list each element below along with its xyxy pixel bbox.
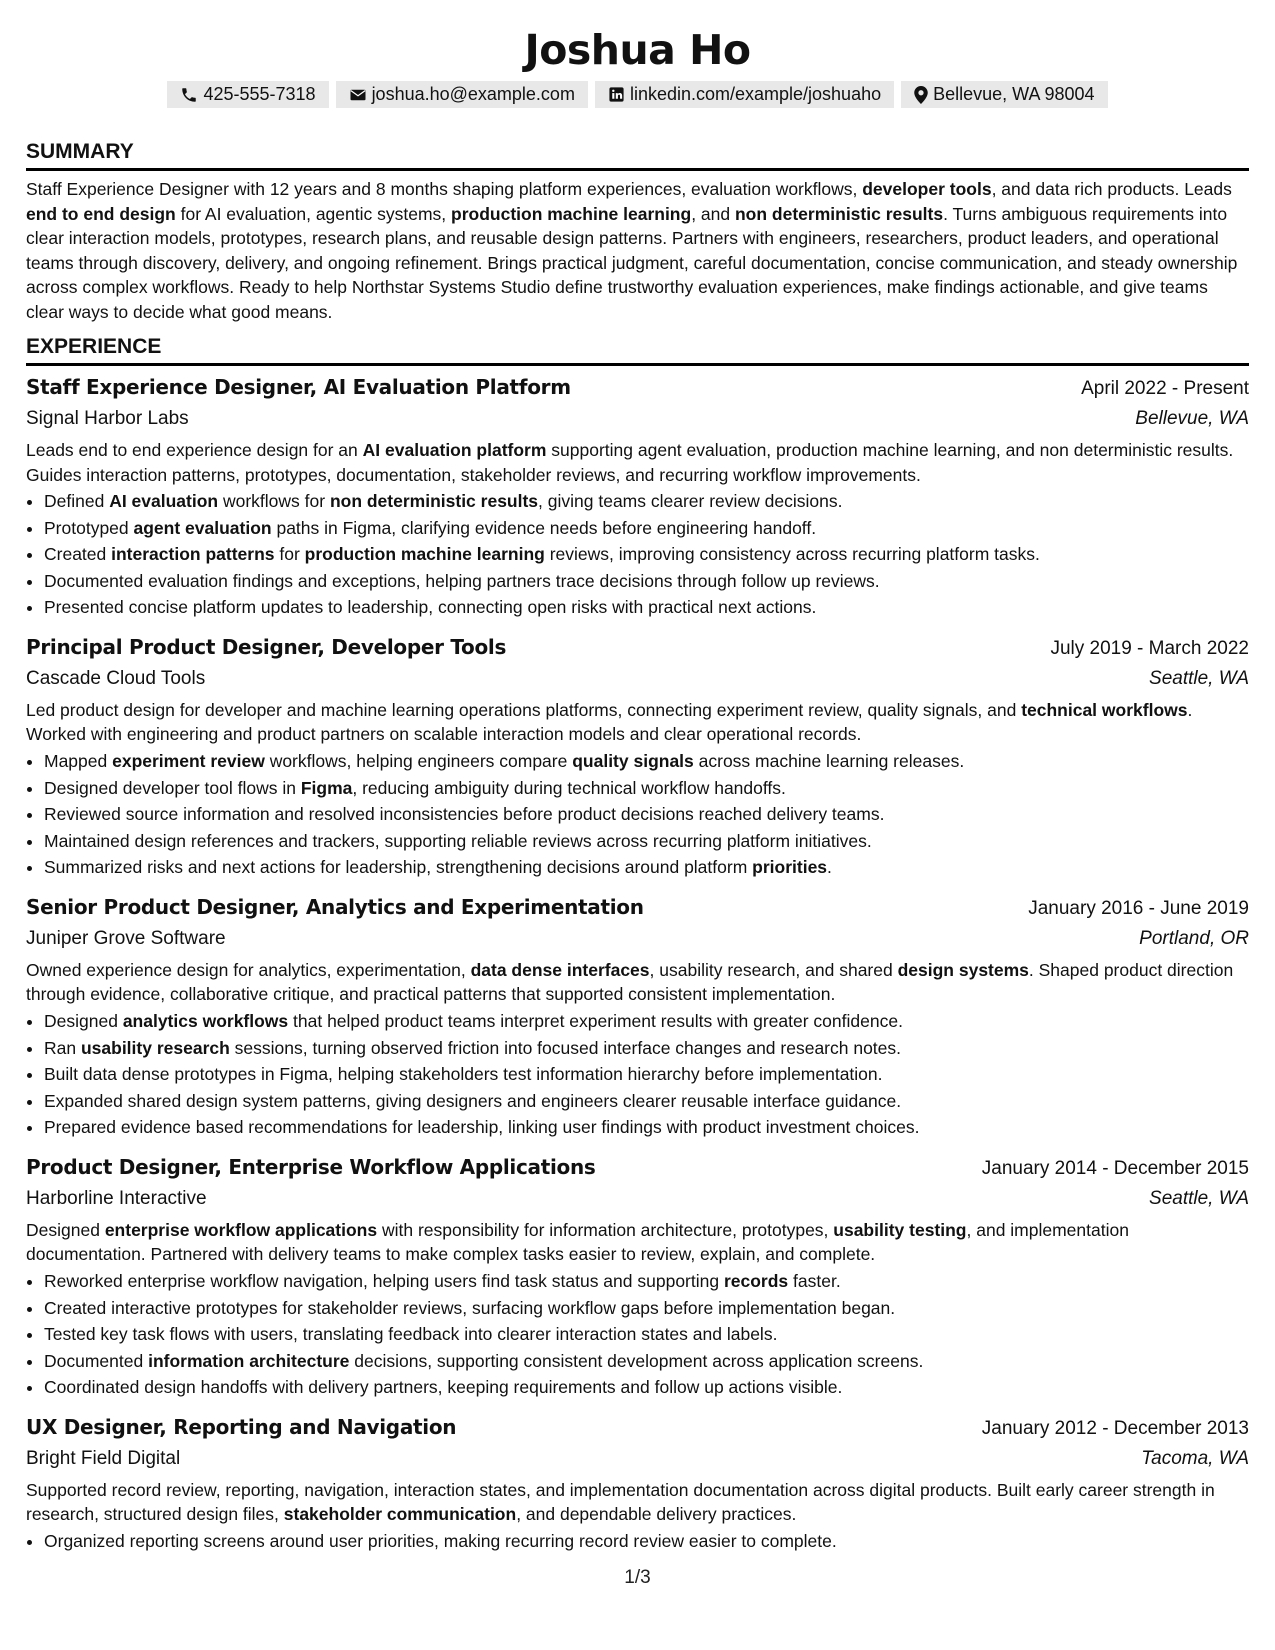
bullet-item: [44, 1114, 1249, 1141]
job-summary-text: . Shaped product direction through evidence, collaborative critique, and practical patterns that supported consistent implementation.: [26, 959, 1234, 1005]
bullet-emphasis: priorities: [752, 857, 828, 878]
company-name: Signal Harbor Labs: [26, 408, 189, 429]
bullet-text: Designed developer tool flows in: [44, 777, 301, 798]
job-location: Seattle, WA: [1149, 667, 1249, 689]
job-bullets: [26, 1008, 1249, 1141]
contact-linkedin[interactable]: [595, 81, 894, 108]
bullet-text: Prototyped: [44, 517, 134, 538]
bullet-emphasis: quality signals: [572, 750, 694, 771]
bullet-text: for: [274, 544, 305, 565]
job-company-row: [26, 924, 1249, 954]
bullet-text: Coordinated design handoffs with delivery partners, keeping requirements and follow up actions visible.: [44, 1377, 843, 1398]
bullet-item: [44, 1321, 1249, 1348]
job-header-row: [26, 1412, 1249, 1444]
summary-text: for AI evaluation, agentic systems,: [175, 203, 452, 224]
bullet-item: [44, 1295, 1249, 1322]
phone-icon: [180, 86, 198, 104]
linkedin-icon: [608, 86, 625, 103]
job-summary-emphasis: technical workflows: [1021, 699, 1188, 720]
contact-bar: [0, 81, 1275, 108]
candidate-name: Joshua Ho: [524, 26, 751, 74]
job-entry: [26, 1152, 1249, 1401]
job-bullets: [26, 488, 1249, 621]
job-entry: [26, 372, 1249, 621]
bullet-emphasis: AI evaluation: [109, 491, 219, 511]
bullet-item: [44, 1528, 1249, 1555]
phone-text: 425-555-7318: [203, 84, 316, 104]
job-dates: January 2014 - December 2015: [981, 1157, 1249, 1179]
job-title: Staff Experience Designer, AI Evaluation Platform: [26, 375, 571, 399]
company-name: Harborline Interactive: [26, 1187, 207, 1209]
job-location: Portland, OR: [1139, 927, 1249, 949]
bullet-text: across machine learning releases.: [693, 750, 965, 771]
job-dates: April 2022 - Present: [1081, 378, 1249, 399]
summary-text: , and: [691, 203, 735, 224]
bullet-item: [44, 1374, 1249, 1401]
bullet-emphasis: production machine learning: [304, 544, 545, 565]
job-summary-text: , and dependable delivery practices.: [516, 1504, 797, 1525]
bullet-item: [44, 1008, 1249, 1035]
bullet-text: faster.: [788, 1270, 841, 1291]
job-location: Tacoma, WA: [1141, 1447, 1249, 1469]
bullet-emphasis: records: [723, 1270, 789, 1291]
bullet-item: [44, 1348, 1249, 1375]
bullet-emphasis: interaction patterns: [111, 544, 275, 565]
bullet-emphasis: information architecture: [148, 1350, 350, 1371]
job-summary-text: Leads end to end experience design for an: [26, 440, 363, 460]
job-summary-text: Designed: [26, 1219, 105, 1240]
bullet-text: Expanded shared design system patterns, giving designers and engineers clearer reusable interface guidance.: [44, 1090, 902, 1111]
job-summary-emphasis: AI evaluation platform: [362, 440, 547, 460]
bullet-text: Prepared evidence based recommendations for leadership, linking user findings with product investment choices.: [44, 1117, 920, 1138]
job-dates: January 2012 - December 2013: [981, 1417, 1249, 1439]
bullet-text: .: [827, 857, 832, 878]
job-summary-emphasis: enterprise workflow applications: [104, 1219, 378, 1240]
job-summary: [26, 958, 1249, 1007]
bullet-text: Mapped: [44, 750, 113, 771]
bullet-text: Documented evaluation findings and exceptions, helping partners trace decisions through follow up reviews.: [44, 570, 880, 591]
summary-text: [26, 177, 1249, 324]
job-summary: [26, 1478, 1249, 1527]
bullet-text: workflows, helping engineers compare: [264, 750, 573, 771]
bullet-text: Created: [44, 544, 112, 565]
bullet-emphasis: non deterministic results: [329, 491, 539, 511]
bullet-item: [44, 568, 1249, 595]
job-header-row: [26, 372, 1249, 404]
bullet-text: paths in Figma, clarifying evidence needs before engineering handoff.: [271, 517, 817, 538]
linkedin-text: linkedin.com/example/joshuaho: [629, 84, 882, 104]
bullet-item: [44, 1035, 1249, 1062]
job-entry: [26, 892, 1249, 1141]
job-summary: [26, 1218, 1249, 1267]
bullet-text: that helped product teams interpret experiment results with greater confidence.: [288, 1010, 903, 1031]
job-title: Principal Product Designer, Developer Tools: [26, 634, 507, 659]
bullet-emphasis: analytics workflows: [122, 1010, 289, 1031]
contact-email[interactable]: [336, 81, 588, 108]
job-summary-emphasis: stakeholder communication: [283, 1504, 517, 1525]
bullet-text: Built data dense prototypes in Figma, helping stakeholders test information hierarchy before implementation.: [44, 1064, 883, 1085]
bullet-text: Organized reporting screens around user priorities, making recurring record review easier to complete.: [44, 1530, 837, 1551]
job-summary-text: , and implementation documentation. Partnered with delivery teams to make complex tasks easier to review, explain, and complete.: [26, 1219, 1129, 1265]
job-entry: [26, 1412, 1249, 1555]
bullet-text: reviews, improving consistency across recurring platform tasks.: [544, 544, 1040, 565]
bullet-text: , giving teams clearer review decisions.: [538, 491, 843, 511]
page-number: 1/3: [624, 1567, 651, 1588]
bullet-emphasis: Figma: [300, 777, 353, 798]
job-entry: [26, 632, 1249, 881]
job-summary-text: with responsibility for information architecture, prototypes,: [377, 1219, 834, 1240]
bullet-text: Designed: [44, 1010, 123, 1031]
company-name: Cascade Cloud Tools: [26, 667, 206, 689]
job-header-row: [26, 632, 1249, 664]
job-summary-text: Supported record review, reporting, navigation, interaction states, and implementation documentation across digital products. Built early career strength in research, structured design files,: [26, 1479, 1215, 1525]
bullet-text: , reducing ambiguity during technical workflow handoffs.: [352, 777, 786, 798]
bullet-text: Reworked enterprise workflow navigation, helping users find task status and supporting: [44, 1270, 724, 1291]
summary-emphasis: production machine learning: [451, 203, 692, 224]
summary-text: , and data rich products. Leads: [991, 179, 1232, 199]
bullet-item: [44, 488, 1249, 515]
location-text: Bellevue, WA 98004: [933, 84, 1095, 104]
job-title: UX Designer, Reporting and Navigation: [26, 1414, 457, 1439]
bullet-text: Created interactive prototypes for stakeholder reviews, surfacing workflow gaps before implementation began.: [44, 1297, 896, 1318]
bullet-text: decisions, supporting consistent development across application screens.: [349, 1350, 924, 1371]
job-summary-text: . Worked with engineering and product partners on scalable interaction models and clear operational records.: [26, 699, 1193, 745]
bullet-item: [44, 541, 1249, 568]
bullet-item: [44, 748, 1249, 775]
job-header-row: [26, 1152, 1249, 1184]
job-summary-emphasis: data dense interfaces: [470, 959, 650, 980]
job-dates: July 2019 - March 2022: [1050, 637, 1249, 659]
job-title: Senior Product Designer, Analytics and Experimentation: [26, 894, 644, 919]
bullet-item: [44, 1088, 1249, 1115]
experience-heading: EXPERIENCE: [26, 334, 1249, 366]
job-header-row: [26, 892, 1249, 924]
job-dates: January 2016 - June 2019: [1028, 897, 1249, 919]
bullet-emphasis: agent evaluation: [133, 517, 272, 538]
summary-emphasis: non deterministic results: [734, 203, 944, 224]
bullet-text: Documented: [44, 1350, 149, 1371]
job-bullets: [26, 1528, 1249, 1555]
job-location: Seattle, WA: [1149, 1187, 1249, 1209]
job-company-row: [26, 404, 1249, 434]
job-location: Bellevue, WA: [1135, 408, 1249, 429]
company-name: Juniper Grove Software: [26, 927, 226, 949]
bullet-text: Reviewed source information and resolved inconsistencies before product decisions reached delivery teams.: [44, 804, 885, 825]
contact-location: [901, 81, 1107, 108]
job-summary-text: , usability research, and shared: [649, 959, 898, 980]
experience-list: [26, 372, 1249, 1565]
contact-phone: [167, 81, 328, 108]
job-summary-emphasis: design systems: [897, 959, 1029, 980]
map-pin-icon: [914, 86, 928, 104]
job-summary-emphasis: usability testing: [833, 1219, 967, 1240]
job-company-row: [26, 1444, 1249, 1474]
bullet-text: Defined: [44, 491, 110, 511]
email-text: joshua.ho@example.com: [371, 84, 575, 104]
job-summary-text: supporting agent evaluation, production machine learning, and non deterministic results. Guides interaction patterns, prototypes, documentation, stakeholder reviews, and recurring workflow improvements.: [26, 440, 1234, 485]
job-bullets: [26, 748, 1249, 881]
summary-text: . Turns ambiguous requirements into clear interaction models, prototypes, research plans, and reusable design patterns. Partners with engineers, researchers, product leaders, and operational teams through discovery, delivery, and ongoing refinement. Brings practical judgment, careful documentation, concise communication, and steady ownership across complex workflows. Ready to help Northstar Systems Studio define trustworthy evaluation experiences, make findings actionable, and give teams clear ways to decide what good means.: [26, 203, 1238, 322]
bullet-item: [44, 854, 1249, 881]
bullet-text: sessions, turning observed friction into focused interface changes and research notes.: [229, 1037, 902, 1058]
summary-section: [26, 177, 1249, 324]
bullet-text: Tested key task flows with users, translating feedback into clearer interaction states and labels.: [44, 1324, 778, 1345]
bullet-text: workflows for: [218, 491, 330, 511]
envelope-icon: [349, 86, 367, 104]
bullet-text: Maintained design references and trackers, supporting reliable reviews across recurring platform initiatives.: [44, 830, 872, 851]
bullet-text: Summarized risks and next actions for leadership, strengthening decisions around platform: [44, 857, 753, 878]
bullet-emphasis: usability research: [80, 1037, 230, 1058]
bullet-item: [44, 1268, 1249, 1295]
job-summary: [26, 438, 1249, 487]
bullet-item: [44, 828, 1249, 855]
bullet-item: [44, 1061, 1249, 1088]
job-bullets: [26, 1268, 1249, 1401]
job-company-row: [26, 1184, 1249, 1214]
job-summary: [26, 698, 1249, 747]
bullet-emphasis: experiment review: [112, 750, 265, 771]
bullet-item: [44, 515, 1249, 542]
bullet-item: [44, 801, 1249, 828]
job-title: Product Designer, Enterprise Workflow Applications: [26, 1154, 596, 1179]
summary-emphasis: developer tools: [862, 179, 992, 199]
bullet-item: [44, 775, 1249, 802]
summary-heading: SUMMARY: [26, 139, 1249, 171]
job-company-row: [26, 664, 1249, 694]
job-summary-text: Led product design for developer and machine learning operations platforms, connecting experiment review, quality signals, and: [26, 699, 1022, 720]
bullet-text: Presented concise platform updates to leadership, connecting open risks with practical next actions.: [44, 597, 817, 618]
summary-emphasis: end to end design: [26, 203, 176, 224]
bullet-text: Ran: [44, 1037, 81, 1058]
company-name: Bright Field Digital: [26, 1447, 181, 1469]
job-summary-text: Owned experience design for analytics, experimentation,: [26, 959, 471, 980]
bullet-item: [44, 594, 1249, 621]
summary-text: Staff Experience Designer with 12 years and 8 months shaping platform experiences, evaluation workflows,: [26, 179, 863, 199]
